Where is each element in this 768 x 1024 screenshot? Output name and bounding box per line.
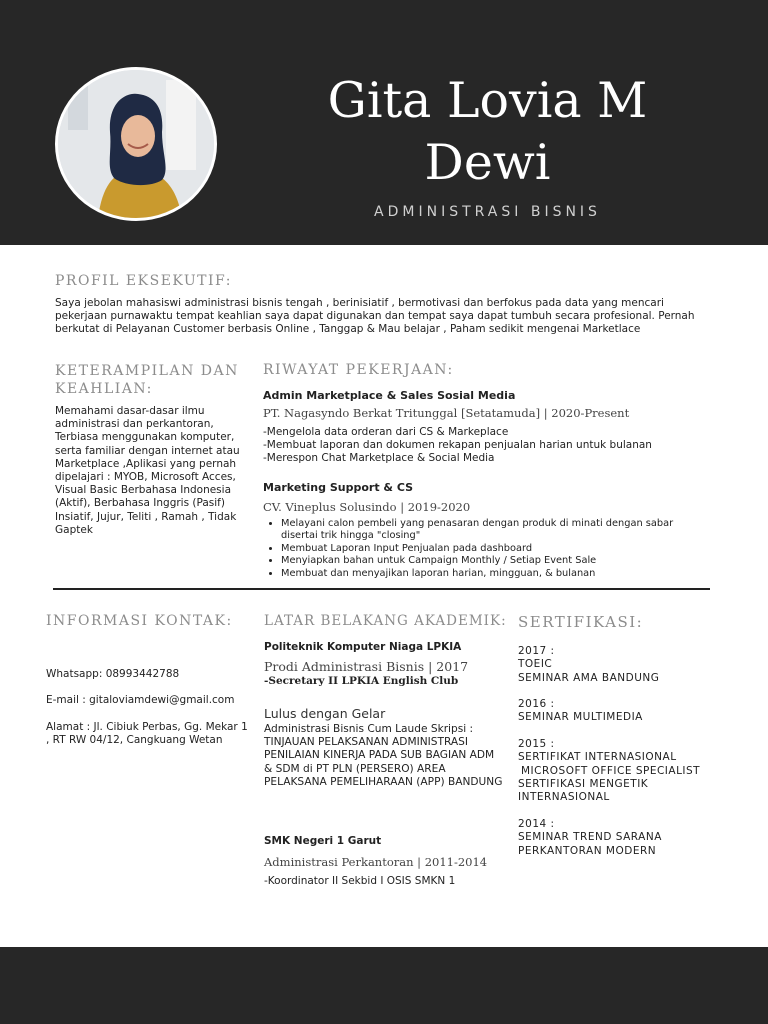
job2-duty: • Membuat Laporan Input Penjualan pada dashboard	[281, 543, 711, 555]
edu-program2: Administrasi Perkantoran | 2011-2014	[264, 855, 488, 869]
cert-line: SEMINAR AMA BANDUNG	[518, 671, 660, 684]
cert-item-2016	[518, 698, 643, 725]
profile-photo-image	[58, 70, 214, 218]
cert-item-2014	[518, 818, 662, 858]
education-section-title: LATAR BELAKANG AKADEMIK:	[264, 613, 507, 629]
edu-note1: -Secretary II LPKIA English Club	[264, 675, 459, 687]
contact-address: Alamat : Jl. Cibiuk Perbas, Gg. Mekar 1 , RT RW 04/12, Cangkuang Wetan	[46, 721, 248, 747]
job1-duty: -Membuat laporan dan dokumen rekapan penjualan harian untuk bulanan	[263, 439, 652, 452]
cert-line: TOEIC	[518, 658, 553, 671]
contact-whatsapp: Whatsapp: 08993442788	[46, 668, 180, 680]
resume-name-line1: Gita Lovia M	[327, 72, 648, 129]
cert-item-2017	[518, 645, 659, 685]
resume-name-line2: Dewi	[424, 134, 551, 191]
edu-note2: -Koordinator II Sekbid I OSIS SMKN 1	[264, 875, 456, 887]
skills-text: Memahami dasar-dasar ilmu administrasi dan perkantoran, Terbiasa menggunakan komputer, serta familiar dengan internet atau Marketplace ,Aplikasi yang pernah dipelajari : MYOB, Microsoft Acces, Visual Basic Berbahasa Indonesia (Aktif), Berbahasa Inggris (Pasif) Insiatif, Jujur, Teliti , Ramah , Tidak Gaptek	[55, 405, 240, 536]
contact-section-title: INFORMASI KONTAK:	[46, 613, 233, 629]
profile-text: Saya jebolan mahasiswi administrasi bisnis tengah , berinisiatif , bermotivasi dan berfokus pada data yang mencari pekerjaan purnawaktu tempat keahlian saya dapat digunakan dan tempat saya dapat tumbuh secara profesional. Pernah berkutat di Pelayanan Customer berbasis Online , Tanggap & Mau belajar , Paham sedikit mengenai Marketlace	[55, 297, 695, 336]
job2-company: CV. Vineplus Solusindo | 2019-2020	[263, 500, 471, 514]
job1-duty: -Mengelola data orderan dari CS & Markeplace	[263, 426, 509, 438]
cert-line: SERTIFIKAT INTERNASIONAL	[518, 751, 677, 764]
job1-duty: -Merespon Chat Marketplace & Social Media	[263, 452, 495, 465]
contact-email: E-mail : gitaloviamdewi@gmail.com	[46, 694, 235, 706]
job2-duty: • Melayani calon pembeli yang penasaran dengan produk di minati dengan sabar disertai trik hingga "closing"	[281, 518, 711, 543]
skills-title-line2: KEAHLIAN:	[55, 381, 153, 397]
cert-item-2015	[518, 738, 700, 804]
cert-year: 2014 :	[518, 818, 555, 830]
section-divider	[53, 588, 710, 590]
cert-section-title: SERTIFIKASI:	[518, 613, 644, 631]
footer-banner	[0, 947, 768, 1024]
header-banner	[0, 0, 768, 245]
cert-year: 2017 :	[518, 645, 555, 657]
cert-line: SEMINAR MULTIMEDIA	[518, 711, 643, 724]
edu-school2: SMK Negeri 1 Garut	[264, 835, 382, 847]
skills-section-title	[55, 362, 239, 398]
cert-line: SEMINAR TREND SARANA	[518, 831, 662, 844]
job2-duty: • Menyiapkan bahan untuk Campaign Monthly / Setiap Event Sale	[281, 555, 711, 567]
job2-duty: • Membuat dan menyajikan laporan harian, mingguan, & bulanan	[281, 568, 711, 580]
edu-school1: Politeknik Komputer Niaga LPKIA	[264, 641, 462, 653]
cert-line: MICROSOFT OFFICE SPECIALIST	[521, 764, 701, 777]
edu-grad-text: Administrasi Bisnis Cum Laude Skripsi : TINJAUAN PELAKSANAN ADMINISTRASI PENILAIAN KINERJA PADA SUB BAGIAN ADM & SDM di PT PLN (PERSERO) AREA PELAKSANA PEMELIHARAAN (APP) BANDUNG	[264, 723, 503, 788]
edu-grad-title: Lulus dengan Gelar	[264, 706, 386, 721]
skills-title-line1: KETERAMPILAN DAN	[55, 363, 239, 379]
job2-duties	[263, 518, 711, 580]
profile-photo	[55, 67, 217, 221]
cert-line: SERTIFIKASI MENGETIK	[518, 777, 649, 790]
job1-title: Admin Marketplace & Sales Sosial Media	[263, 389, 516, 402]
profile-section-title: PROFIL EKSEKUTIF:	[55, 273, 232, 289]
resume-subtitle: ADMINISTRASI BISNIS	[374, 204, 601, 220]
cert-line: INTERNASIONAL	[518, 791, 610, 804]
edu-program1: Prodi Administrasi Bisnis | 2017	[264, 659, 469, 674]
job1-company: PT. Nagasyndo Berkat Tritunggal [Setatamuda] | 2020-Present	[263, 406, 630, 420]
work-section-title: RIWAYAT PEKERJAAN:	[263, 362, 454, 378]
cert-line: PERKANTORAN MODERN	[518, 844, 657, 857]
cert-year: 2015 :	[518, 738, 555, 750]
job2-title: Marketing Support & CS	[263, 481, 414, 494]
cert-year: 2016 :	[518, 698, 555, 710]
job1-duties	[263, 426, 713, 466]
resume-name	[270, 70, 705, 194]
